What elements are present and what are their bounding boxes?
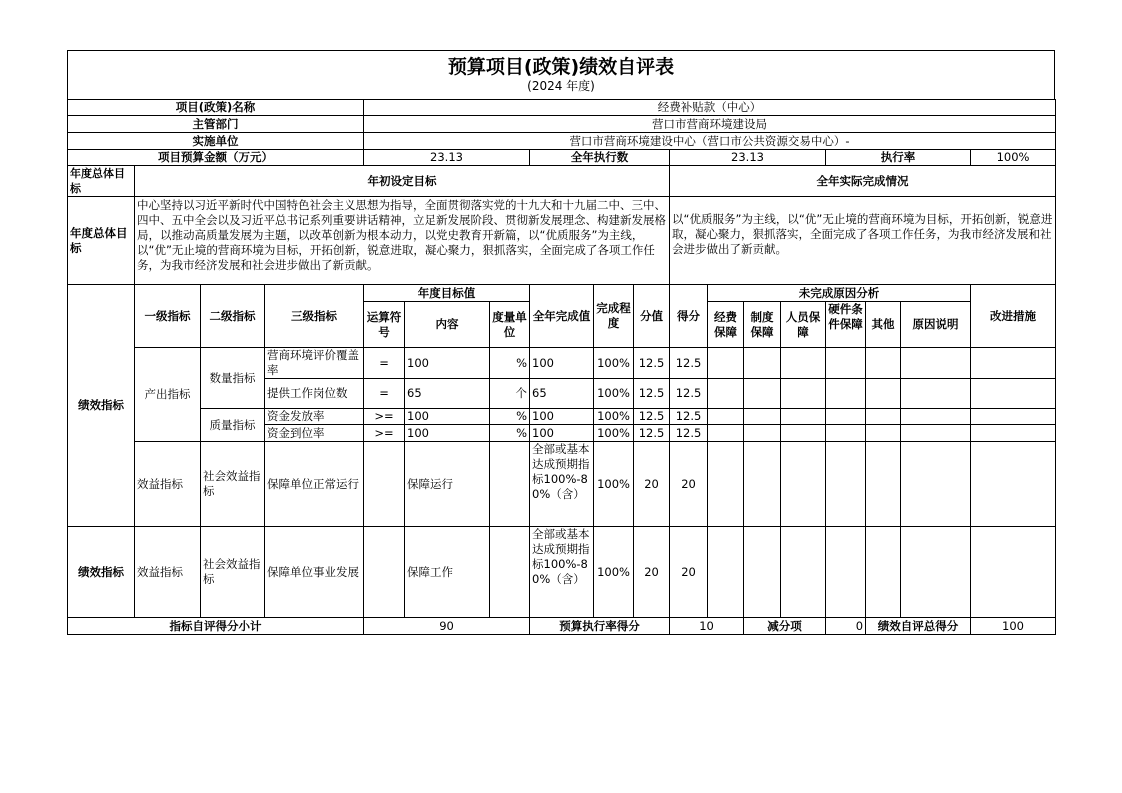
- empty-cell: [708, 425, 744, 442]
- empty-cell: [490, 442, 530, 527]
- actual-goal-text: 以“优质服务”为主线，以“优”无止境的营商环境为目标，开拓创新，锐意进取，凝心聚力，狠抓落实，全面完成了各项工作任务，为我市经济发展和社会进步做出了新贡献。: [670, 197, 1056, 285]
- row-score: 12.5: [670, 409, 708, 425]
- empty-cell: [781, 425, 826, 442]
- empty-cell: [744, 425, 781, 442]
- empty-cell: [744, 527, 781, 618]
- page-subtitle: (2024 年度): [527, 79, 595, 93]
- header-annual-target: 年度目标值: [364, 285, 530, 302]
- perf-indicator-label-2: 绩效指标: [68, 527, 135, 618]
- empty-cell: [744, 409, 781, 425]
- benefit-value: 20: [634, 442, 670, 527]
- project-name-value: 经费补贴款（中心）: [364, 100, 1056, 116]
- indicator-header-row-1: [68, 285, 1056, 302]
- benefit-l1: 效益指标: [135, 527, 201, 618]
- info-row-name: [68, 100, 1056, 116]
- empty-cell: [901, 442, 971, 527]
- empty-cell: [744, 348, 781, 379]
- row-actual: 100: [530, 348, 594, 379]
- benefit-actual: 全部或基本达成预期指标100%-80%（含）: [530, 527, 594, 618]
- subtotal-label: 指标自评得分小计: [68, 618, 364, 635]
- empty-cell: [781, 409, 826, 425]
- row-score: 12.5: [670, 348, 708, 379]
- row-value: 12.5: [634, 379, 670, 409]
- header-level1: 一级指标: [135, 285, 201, 348]
- header-r-system: 制度保障: [744, 302, 781, 348]
- initial-goal-header: 年初设定目标: [135, 166, 670, 197]
- empty-cell: [971, 527, 1056, 618]
- actual-goal-header: 全年实际完成情况: [670, 166, 1056, 197]
- empty-cell: [971, 409, 1056, 425]
- empty-cell: [826, 379, 866, 409]
- benefit-completion: 100%: [594, 527, 634, 618]
- empty-cell: [708, 379, 744, 409]
- header-score: 得分: [670, 285, 708, 348]
- goals-label-top: 年度总体目标: [68, 166, 135, 197]
- empty-cell: [866, 527, 901, 618]
- row-completion: 100%: [594, 425, 634, 442]
- row-op: =: [364, 379, 405, 409]
- exec-label: 全年执行数: [530, 150, 670, 166]
- empty-cell: [866, 379, 901, 409]
- total-label: 绩效自评总得分: [866, 618, 971, 635]
- benefit-value: 20: [634, 527, 670, 618]
- empty-cell: [708, 409, 744, 425]
- row-completion: 100%: [594, 409, 634, 425]
- empty-cell: [364, 442, 405, 527]
- rate-label: 执行率: [826, 150, 971, 166]
- benefit-l3: 保障单位事业发展: [265, 527, 364, 618]
- empty-cell: [744, 379, 781, 409]
- row-value: 12.5: [634, 348, 670, 379]
- benefit-content: 保障工作: [405, 527, 490, 618]
- row-actual: 65: [530, 379, 594, 409]
- benefit-score: 20: [670, 527, 708, 618]
- empty-cell: [826, 409, 866, 425]
- header-r-other: 其他: [866, 302, 901, 348]
- row-score: 12.5: [670, 425, 708, 442]
- header-level2: 二级指标: [201, 285, 265, 348]
- empty-cell: [901, 409, 971, 425]
- row-op: >=: [364, 425, 405, 442]
- empty-cell: [708, 442, 744, 527]
- row-l3: 资金发放率: [265, 409, 364, 425]
- rate-value: 100%: [971, 150, 1056, 166]
- goals-header-row: [68, 166, 1056, 197]
- empty-cell: [971, 348, 1056, 379]
- header-actual: 全年完成值: [530, 285, 594, 348]
- info-row-unit: [68, 133, 1056, 150]
- exec-value: 23.13: [670, 150, 826, 166]
- goals-label-body: 年度总体目标: [68, 197, 135, 285]
- header-completion: 完成程度: [594, 285, 634, 348]
- header-r-fund: 经费保障: [708, 302, 744, 348]
- empty-cell: [826, 527, 866, 618]
- benefit-content: 保障运行: [405, 442, 490, 527]
- row-value: 12.5: [634, 409, 670, 425]
- empty-cell: [971, 379, 1056, 409]
- row-l3: 提供工作岗位数: [265, 379, 364, 409]
- header-reason: 未完成原因分析: [708, 285, 971, 302]
- benefit-l2: 社会效益指标: [201, 527, 265, 618]
- quality-indicator-label: 质量指标: [201, 409, 265, 442]
- header-r-desc: 原因说明: [901, 302, 971, 348]
- row-content: 65: [405, 379, 490, 409]
- row-actual: 100: [530, 409, 594, 425]
- deduct-label: 减分项: [744, 618, 826, 635]
- budget-score-label: 预算执行率得分: [530, 618, 670, 635]
- empty-cell: [708, 527, 744, 618]
- dept-value: 营口市营商环境建设局: [364, 116, 1056, 133]
- budget-label: 项目预算金额（万元）: [68, 150, 364, 166]
- benefit-l3: 保障单位正常运行: [265, 442, 364, 527]
- row-content: 100: [405, 348, 490, 379]
- benefit-l1: 效益指标: [135, 442, 201, 527]
- table-row: [68, 409, 1056, 425]
- header-level3: 三级指标: [265, 285, 364, 348]
- benefit-score: 20: [670, 442, 708, 527]
- empty-cell: [781, 442, 826, 527]
- table-row: [68, 527, 1056, 618]
- header-score-value: 分值: [634, 285, 670, 348]
- footer-row: [68, 618, 1056, 635]
- row-unit: %: [490, 425, 530, 442]
- evaluation-table: [67, 99, 1056, 635]
- empty-cell: [971, 425, 1056, 442]
- benefit-actual: 全部或基本达成预期指标100%-80%（含）: [530, 442, 594, 527]
- subtotal-value: 90: [364, 618, 530, 635]
- page-title: 预算项目(政策)绩效自评表: [447, 56, 675, 78]
- title-box: [67, 50, 1055, 99]
- initial-goal-text: 中心坚持以习近平新时代中国特色社会主义思想为指导，全面贯彻落实党的十九大和十九届二中、三中、四中、五中全会以及习近平总书记系列重要讲话精神，立足新发展阶段、贯彻新发展理念、构建新发展格局，以推动高质量发展为主题，以改革创新为根本动力，以党史教育开新篇，以“优质服务”为主线，以“优”无止境的营商环境为目标，开拓创新，锐意进取，凝心聚力，狠抓落实，全面完成了各项工作任务，为我市经济发展和社会进步做出了新贡献。: [135, 197, 670, 285]
- empty-cell: [781, 348, 826, 379]
- row-unit: %: [490, 348, 530, 379]
- empty-cell: [826, 425, 866, 442]
- goals-body-row: [68, 197, 1056, 285]
- header-content: 内容: [405, 302, 490, 348]
- header-op: 运算符号: [364, 302, 405, 348]
- empty-cell: [901, 379, 971, 409]
- info-row-budget: [68, 150, 1056, 166]
- budget-value: 23.13: [364, 150, 530, 166]
- empty-cell: [901, 527, 971, 618]
- row-l3: 资金到位率: [265, 425, 364, 442]
- row-op: =: [364, 348, 405, 379]
- header-unit: 度量单位: [490, 302, 530, 348]
- empty-cell: [866, 409, 901, 425]
- empty-cell: [781, 379, 826, 409]
- row-actual: 100: [530, 425, 594, 442]
- empty-cell: [901, 425, 971, 442]
- perf-indicator-label-1: 绩效指标: [68, 285, 135, 527]
- empty-cell: [866, 442, 901, 527]
- empty-cell: [364, 527, 405, 618]
- empty-cell: [781, 527, 826, 618]
- total-value: 100: [971, 618, 1056, 635]
- project-name-label: 项目(政策)名称: [68, 100, 364, 116]
- empty-cell: [708, 348, 744, 379]
- row-content: 100: [405, 425, 490, 442]
- row-op: >=: [364, 409, 405, 425]
- empty-cell: [901, 348, 971, 379]
- dept-label: 主管部门: [68, 116, 364, 133]
- row-content: 100: [405, 409, 490, 425]
- benefit-l2: 社会效益指标: [201, 442, 265, 527]
- row-score: 12.5: [670, 379, 708, 409]
- self-evaluation-sheet: [67, 50, 1055, 635]
- empty-cell: [826, 442, 866, 527]
- empty-cell: [971, 442, 1056, 527]
- unit-value: 营口市营商环境建设中心（营口市公共资源交易中心）-: [364, 133, 1056, 150]
- deduct-value: 0: [826, 618, 866, 635]
- row-unit: 个: [490, 379, 530, 409]
- output-indicator-label: 产出指标: [135, 348, 201, 442]
- header-r-staff: 人员保障: [781, 302, 826, 348]
- header-improve: 改进措施: [971, 285, 1056, 348]
- unit-label: 实施单位: [68, 133, 364, 150]
- info-row-dept: [68, 116, 1056, 133]
- header-r-hardware: 硬件条件保障: [826, 302, 866, 348]
- row-completion: 100%: [594, 348, 634, 379]
- row-value: 12.5: [634, 425, 670, 442]
- row-l3: 营商环境评价覆盖率: [265, 348, 364, 379]
- benefit-completion: 100%: [594, 442, 634, 527]
- empty-cell: [866, 348, 901, 379]
- empty-cell: [744, 442, 781, 527]
- quantity-indicator-label: 数量指标: [201, 348, 265, 409]
- table-row: [68, 442, 1056, 527]
- table-row: [68, 348, 1056, 379]
- empty-cell: [866, 425, 901, 442]
- row-unit: %: [490, 409, 530, 425]
- empty-cell: [490, 527, 530, 618]
- budget-score-value: 10: [670, 618, 744, 635]
- empty-cell: [826, 348, 866, 379]
- row-completion: 100%: [594, 379, 634, 409]
